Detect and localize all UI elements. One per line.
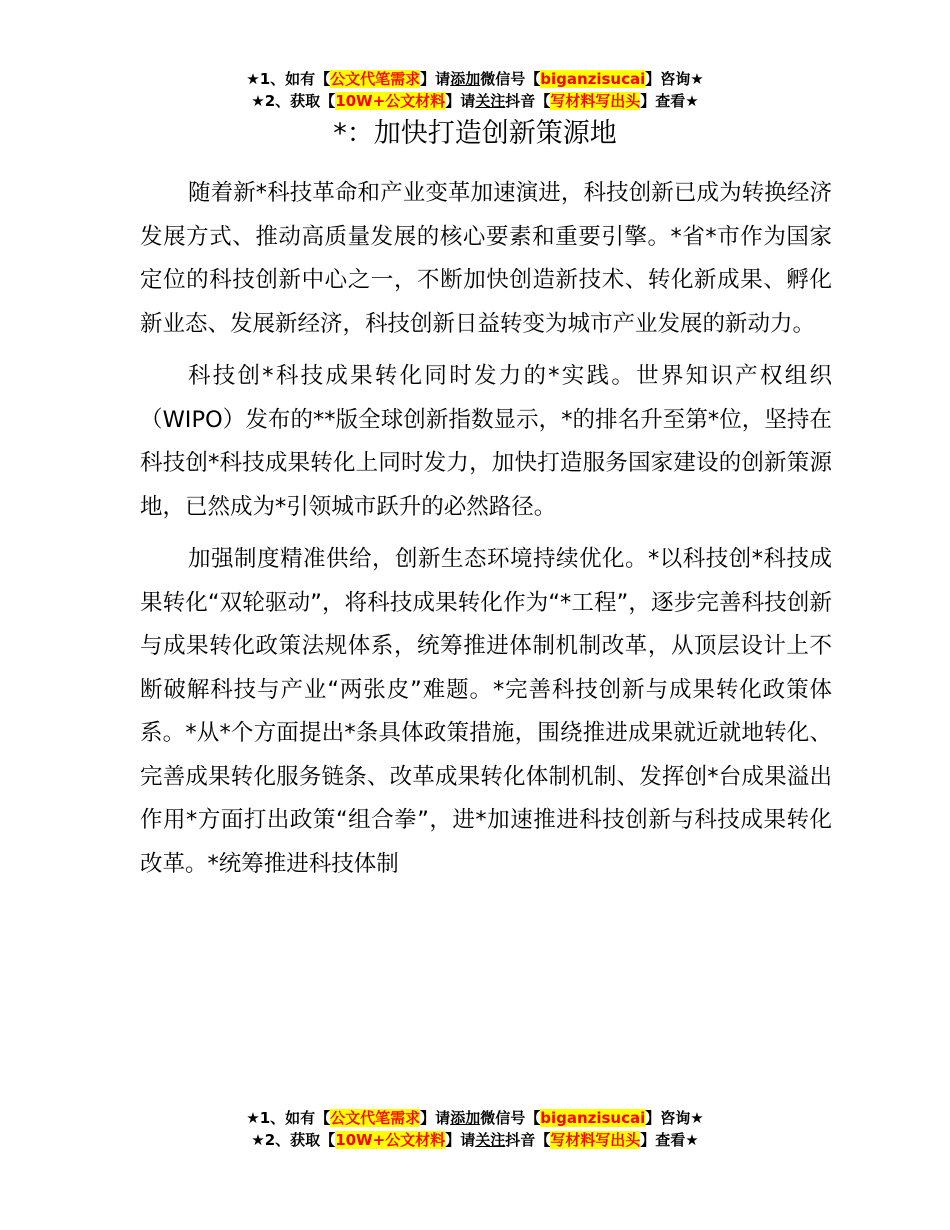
- banner-text: ★2、获取【: [251, 1131, 336, 1149]
- banner-underlined-text: 添加: [450, 1109, 481, 1127]
- banner-highlight: 公文代笔需求: [330, 1109, 421, 1127]
- banner-text: ★1、如有【: [246, 70, 331, 88]
- document-title: *：加快打造创新策源地: [333, 118, 617, 149]
- body-paragraph: 随着新*科技革命和产业变革加速演进，科技创新已成为转换经济发展方式、推动高质量发展的核心要素和重要引擎。*省*市作为国家定位的科技创新中心之一，不断加快创造新技术、转化新成果、孵化新业态、发展新经济，科技创新日益转变为城市产业发展的新动力。: [140, 180, 832, 337]
- body-paragraph: 加强制度精准供给，创新生态环境持续优化。*以科技创*科技成果转化“双轮驱动”，将科技成果转化作为“*工程”，逐步完善科技创新与成果转化政策法规体系，统筹推进体制机制改革，从顶层设计上不断破解科技与产业“两张皮”难题。*完善科技创新与成果转化政策体系。*从*个方面提出*条具体政策措施，围绕推进成果就近就地转化、完善成果转化服务链条、改革成果转化体制机制、发挥创*台成果溢出作用*方面打出政策“组合拳”，进*加速推进科技创新与科技成果转化改革。*统筹推进科技体制: [140, 546, 832, 877]
- banner-text: 】咨询★: [645, 70, 704, 88]
- banner-text: 】查看★: [640, 1131, 699, 1149]
- banner-highlight: 公文代笔需求: [330, 70, 421, 88]
- banner-line-1: [0, 1107, 950, 1129]
- banner-line-2: [0, 90, 950, 112]
- banner-text: 抖音【: [505, 1131, 551, 1149]
- banner-text: 】请: [420, 1109, 451, 1127]
- banner-text: 】查看★: [640, 92, 699, 110]
- banner-highlight: 10W+公文材料: [335, 1131, 446, 1149]
- banner-text: 】请: [445, 92, 476, 110]
- document-body: [140, 172, 832, 895]
- banner-text: 】请: [445, 1131, 476, 1149]
- banner-highlight: 写材料写出头: [550, 1131, 641, 1149]
- banner-underlined-text: 关注: [475, 1131, 506, 1149]
- banner-underlined-text: 关注: [475, 92, 506, 110]
- banner-text: 微信号【: [480, 1109, 541, 1127]
- banner-text: 】请: [420, 70, 451, 88]
- banner-underlined-text: 添加: [450, 70, 481, 88]
- banner-text: 抖音【: [505, 92, 551, 110]
- banner-text: ★1、如有【: [246, 1109, 331, 1127]
- banner-line-1: [0, 68, 950, 90]
- banner-text: ★2、获取【: [251, 92, 336, 110]
- banner-text: 微信号【: [480, 70, 541, 88]
- banner-text: 】咨询★: [645, 1109, 704, 1127]
- banner-line-2: [0, 1129, 950, 1151]
- header-banner: [0, 68, 950, 112]
- banner-highlight: 10W+公文材料: [335, 92, 446, 110]
- body-paragraph: 科技创*科技成果转化同时发力的*实践。世界知识产权组织（WIPO）发布的**版全球创新指数显示，*的排名升至第*位，坚持在科技创*科技成果转化上同时发力，加快打造服务国家建设的创新策源地，已然成为*引领城市跃升的必然路径。: [140, 363, 832, 520]
- footer-banner: [0, 1107, 950, 1151]
- banner-highlight: 写材料写出头: [550, 92, 641, 110]
- banner-highlight: biganzisucai: [540, 1109, 646, 1127]
- banner-highlight: biganzisucai: [540, 70, 646, 88]
